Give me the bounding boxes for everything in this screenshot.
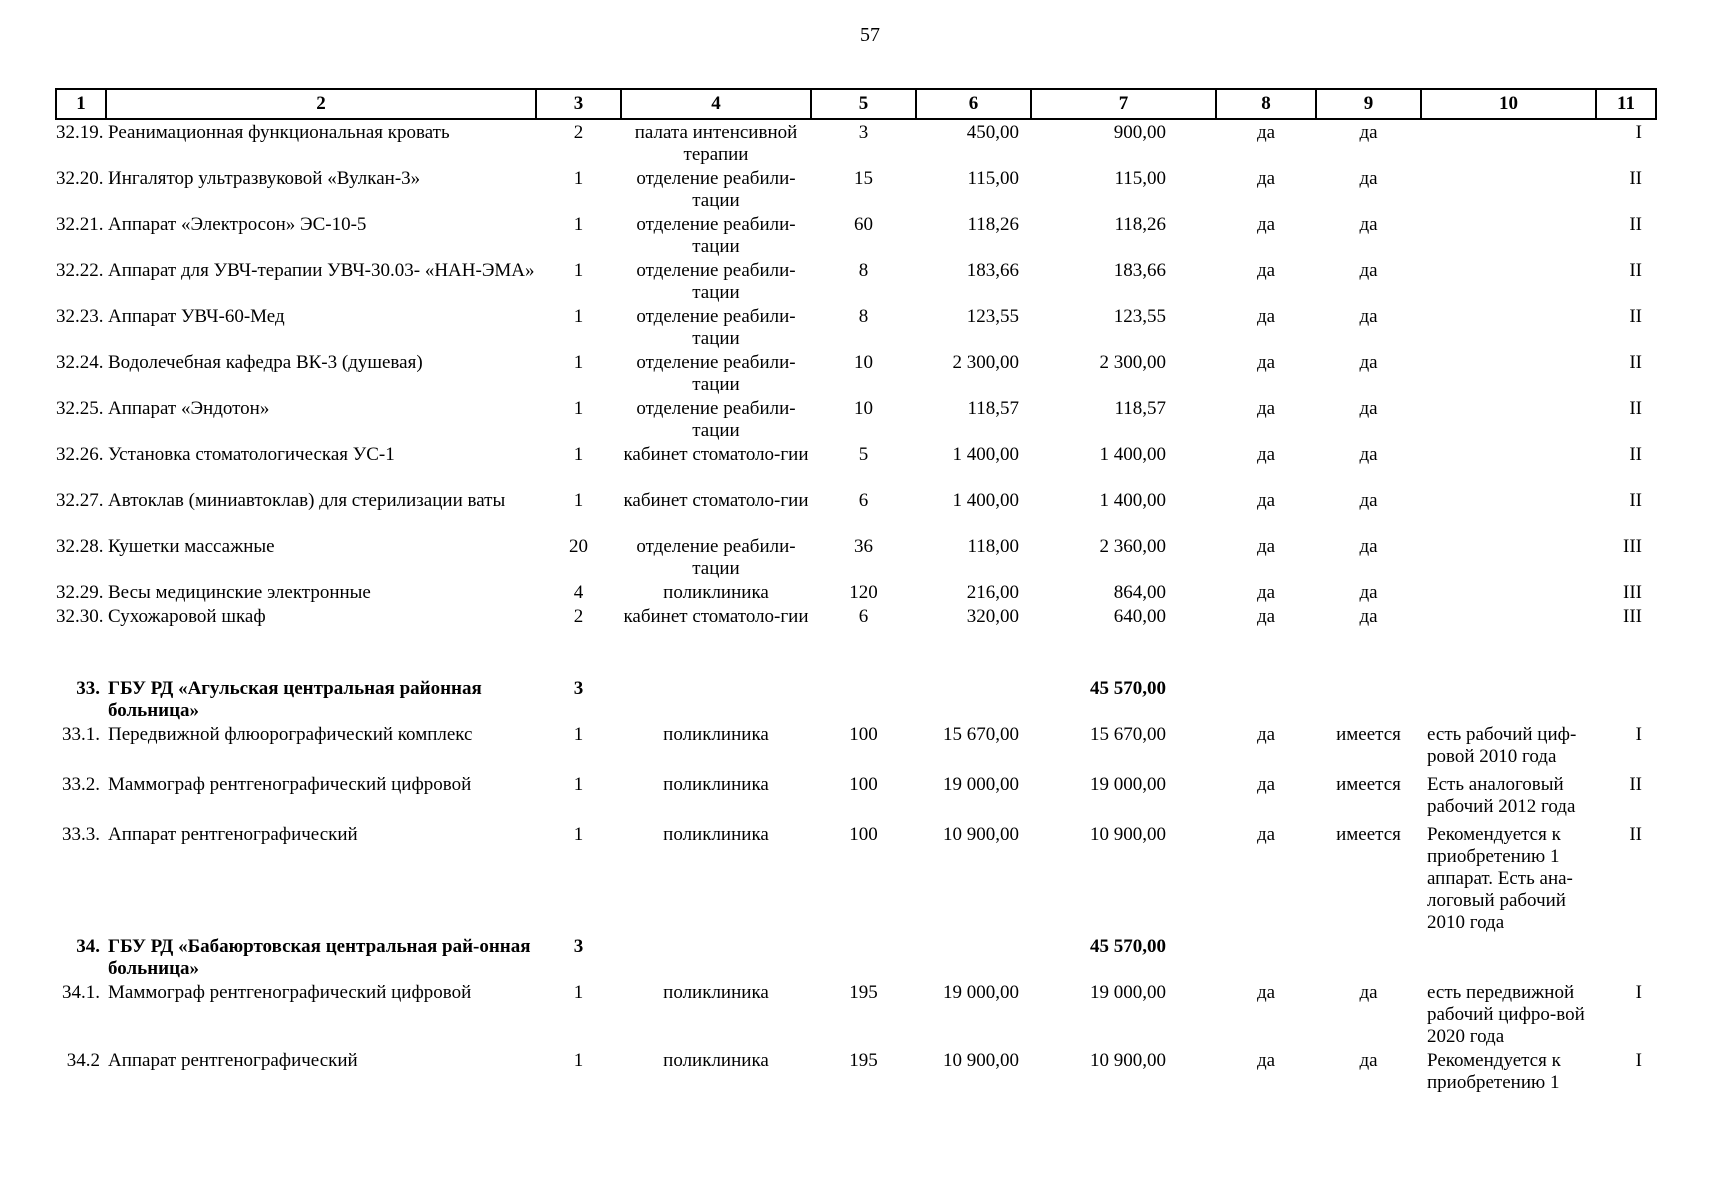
cell-name: Аппарат «Эндотон» — [108, 398, 270, 419]
cell-c9: да — [1359, 582, 1378, 603]
cell-c8: да — [1256, 444, 1276, 465]
cell-name: Аппарат для УВЧ-терапии УВЧ-30.03- «НАН-ЭМА» — [108, 260, 535, 281]
cell-name: Аппарат рентгенографический — [108, 824, 358, 845]
cell-c7: 1 400,00 — [1099, 444, 1166, 465]
cell-c11: II — [1629, 260, 1642, 281]
cell-c11: III — [1623, 582, 1642, 603]
table-row — [56, 396, 1656, 442]
cell-c9 — [1316, 934, 1421, 980]
table-row — [56, 980, 1656, 1048]
cell-c3: 3 — [573, 936, 584, 957]
cell-c5: 6 — [858, 490, 869, 511]
cell-c8: да — [1256, 122, 1276, 143]
cell-c5: 5 — [858, 444, 869, 465]
table-row — [56, 604, 1656, 650]
cell-c6: 183,66 — [966, 260, 1019, 281]
cell-c11: II — [1629, 352, 1642, 373]
cell-c7: 19 000,00 — [1090, 982, 1166, 1003]
cell-c3: 1 — [573, 982, 584, 1003]
header-cell: 11 — [1596, 89, 1656, 119]
cell-c4: поликлиника — [663, 774, 769, 795]
cell-c7: 2 300,00 — [1099, 352, 1166, 373]
cell-name: ГБУ РД «Агульская центральная районная больница» — [108, 678, 482, 721]
cell-c5: 8 — [858, 260, 869, 281]
cell-c11: II — [1629, 774, 1642, 795]
cell-c6 — [916, 934, 1031, 980]
cell-name: Установка стоматологическая УС-1 — [108, 444, 395, 465]
cell-c8: да — [1256, 606, 1276, 627]
table-row — [56, 166, 1656, 212]
cell-c9: да — [1359, 168, 1378, 189]
cell-c6: 2 300,00 — [952, 352, 1019, 373]
header-cell: 1 — [56, 89, 106, 119]
cell-num: 32.24. — [56, 352, 104, 373]
cell-name: Сухожаровой шкаф — [108, 606, 266, 627]
cell-num: 32.28. — [56, 536, 104, 557]
table-row — [56, 119, 1656, 166]
cell-c10 — [1421, 396, 1596, 442]
cell-c7: 2 360,00 — [1099, 536, 1166, 557]
cell-c10: есть рабочий циф-ровой 2010 года — [1427, 724, 1577, 767]
cell-c10: Рекомендуется к приобретению 1 — [1427, 1050, 1561, 1093]
cell-c10: Есть аналоговый рабочий 2012 года — [1427, 774, 1576, 817]
cell-num: 32.25. — [56, 398, 104, 419]
cell-c3: 1 — [573, 260, 584, 281]
section-row — [56, 934, 1656, 980]
cell-c10 — [1421, 119, 1596, 166]
cell-name: Кушетки массажные — [108, 536, 275, 557]
cell-c3: 1 — [573, 490, 584, 511]
cell-c4: отделение реабили-тации — [636, 168, 796, 211]
cell-c5 — [811, 934, 916, 980]
table-row — [56, 350, 1656, 396]
cell-c11: II — [1629, 168, 1642, 189]
cell-num: 33. — [76, 678, 100, 699]
table-row — [56, 488, 1656, 534]
cell-num: 32.30. — [56, 606, 104, 627]
cell-c5: 100 — [849, 824, 878, 845]
cell-c7: 900,00 — [1113, 122, 1166, 143]
cell-c3: 4 — [573, 582, 584, 603]
cell-c4: поликлиника — [663, 982, 769, 1003]
cell-c6: 118,26 — [967, 214, 1019, 235]
cell-c5: 6 — [858, 606, 869, 627]
cell-c3: 2 — [573, 606, 584, 627]
cell-c11 — [1596, 934, 1656, 980]
cell-c5: 195 — [849, 982, 878, 1003]
cell-c11: III — [1623, 606, 1642, 627]
cell-num: 32.22. — [56, 260, 104, 281]
section-row — [56, 676, 1656, 722]
cell-c4 — [621, 934, 811, 980]
cell-c7: 115,00 — [1114, 168, 1166, 189]
cell-c5: 8 — [858, 306, 869, 327]
equipment-table — [55, 88, 1657, 1094]
cell-c6: 320,00 — [966, 606, 1019, 627]
cell-c6: 10 900,00 — [943, 1050, 1019, 1071]
cell-c10 — [1421, 934, 1596, 980]
cell-name: Маммограф рентгенографический цифровой — [108, 774, 472, 795]
cell-c7: 123,55 — [1113, 306, 1166, 327]
cell-name: Маммограф рентгенографический цифровой — [108, 982, 472, 1003]
cell-c8: да — [1256, 260, 1276, 281]
cell-c6: 118,00 — [967, 536, 1019, 557]
cell-c8: да — [1256, 582, 1276, 603]
cell-c9: да — [1359, 490, 1378, 511]
cell-c10 — [1421, 580, 1596, 604]
table-row — [56, 1048, 1656, 1094]
table-row — [56, 212, 1656, 258]
cell-c4: поликлиника — [663, 824, 769, 845]
cell-c4: поликлиника — [663, 724, 769, 745]
cell-name: Аппарат рентгенографический — [108, 1050, 358, 1071]
cell-c7: 1 400,00 — [1099, 490, 1166, 511]
cell-c3: 1 — [573, 168, 584, 189]
cell-name: Водолечебная кафедра ВК-3 (душевая) — [108, 352, 423, 373]
cell-c11: II — [1629, 444, 1642, 465]
cell-name: Ингалятор ультразвуковой «Вулкан-3» — [108, 168, 421, 189]
cell-c11: II — [1629, 214, 1642, 235]
table-header-row — [56, 89, 1656, 119]
header-cell: 6 — [916, 89, 1031, 119]
cell-c3: 1 — [573, 824, 584, 845]
cell-c6: 216,00 — [966, 582, 1019, 603]
cell-c3: 1 — [573, 724, 584, 745]
header-cell: 10 — [1421, 89, 1596, 119]
cell-c5 — [811, 676, 916, 722]
cell-c8 — [1216, 676, 1316, 722]
cell-c4: кабинет стоматоло-гии — [623, 444, 809, 465]
table-row — [56, 534, 1656, 580]
cell-c10: есть передвижной рабочий цифро-вой 2020 года — [1427, 982, 1585, 1047]
cell-num: 33.3. — [62, 824, 100, 845]
cell-c11: III — [1623, 536, 1642, 557]
cell-c6: 1 400,00 — [952, 444, 1019, 465]
table-row — [56, 822, 1656, 934]
cell-c5: 36 — [854, 536, 873, 557]
cell-c9: да — [1359, 122, 1378, 143]
cell-num: 34. — [76, 936, 100, 957]
cell-c3: 1 — [573, 306, 584, 327]
cell-name: ГБУ РД «Бабаюртовская центральная рай-онная больница» — [108, 936, 531, 979]
cell-num: 32.29. — [56, 582, 104, 603]
cell-c4: кабинет стоматоло-гии — [623, 606, 809, 627]
cell-c4: отделение реабили-тации — [636, 352, 796, 395]
cell-c10 — [1421, 534, 1596, 580]
cell-name: Весы медицинские электронные — [108, 582, 371, 603]
cell-c4: отделение реабили-тации — [636, 306, 796, 349]
cell-c5: 100 — [849, 774, 878, 795]
cell-c9: имеется — [1336, 774, 1401, 795]
cell-c5: 195 — [849, 1050, 878, 1071]
cell-c7: 45 570,00 — [1090, 678, 1166, 699]
cell-num: 32.19. — [56, 122, 104, 143]
cell-c7: 640,00 — [1113, 606, 1166, 627]
cell-c9: да — [1359, 398, 1378, 419]
cell-name: Передвижной флюорографический комплекс — [108, 724, 473, 745]
header-cell: 9 — [1316, 89, 1421, 119]
cell-num: 32.27. — [56, 490, 104, 511]
cell-c3: 1 — [573, 1050, 584, 1071]
page-number: 57 — [860, 24, 880, 46]
cell-c11: I — [1635, 982, 1642, 1003]
cell-c10 — [1421, 166, 1596, 212]
cell-c7: 864,00 — [1113, 582, 1166, 603]
cell-c7: 118,57 — [1114, 398, 1166, 419]
table-row — [56, 772, 1656, 822]
cell-c9: да — [1359, 982, 1378, 1003]
cell-c10 — [1421, 350, 1596, 396]
cell-num: 32.21. — [56, 214, 104, 235]
cell-c7: 10 900,00 — [1090, 1050, 1166, 1071]
cell-c10 — [1421, 212, 1596, 258]
cell-c8: да — [1256, 352, 1276, 373]
header-cell: 2 — [106, 89, 536, 119]
cell-c8: да — [1256, 982, 1276, 1003]
cell-c4: отделение реабили-тации — [636, 398, 796, 441]
cell-c9: да — [1359, 260, 1378, 281]
cell-c8: да — [1256, 398, 1276, 419]
table-row — [56, 304, 1656, 350]
cell-c6: 123,55 — [966, 306, 1019, 327]
header-cell: 4 — [621, 89, 811, 119]
cell-c6: 19 000,00 — [943, 982, 1019, 1003]
cell-c11: II — [1629, 398, 1642, 419]
cell-c3: 2 — [573, 122, 584, 143]
cell-c10 — [1421, 604, 1596, 650]
cell-num: 32.20. — [56, 168, 104, 189]
cell-c4: кабинет стоматоло-гии — [623, 490, 809, 511]
cell-c4: поликлиника — [663, 1050, 769, 1071]
cell-c6: 118,57 — [967, 398, 1019, 419]
cell-c9: имеется — [1336, 824, 1401, 845]
cell-c8: да — [1256, 490, 1276, 511]
header-cell: 5 — [811, 89, 916, 119]
cell-c9: да — [1359, 1050, 1378, 1071]
spacer-cell — [56, 650, 1656, 676]
header-cell: 8 — [1216, 89, 1316, 119]
cell-c9: имеется — [1336, 724, 1401, 745]
cell-c7: 19 000,00 — [1090, 774, 1166, 795]
cell-c3: 1 — [573, 444, 584, 465]
table-row — [56, 722, 1656, 772]
cell-c4: отделение реабили-тации — [636, 536, 796, 579]
cell-c8: да — [1256, 168, 1276, 189]
cell-name: Реанимационная функциональная кровать — [108, 122, 450, 143]
cell-c3: 1 — [573, 214, 584, 235]
cell-c3: 1 — [573, 352, 584, 373]
cell-c10 — [1421, 442, 1596, 488]
cell-c8: да — [1256, 774, 1276, 795]
cell-num: 34.1. — [62, 982, 100, 1003]
header-cell: 7 — [1031, 89, 1216, 119]
cell-num: 33.2. — [62, 774, 100, 795]
cell-c4: поликлиника — [663, 582, 769, 603]
cell-c7: 15 670,00 — [1090, 724, 1166, 745]
cell-c6: 115,00 — [967, 168, 1019, 189]
cell-c6: 1 400,00 — [952, 490, 1019, 511]
cell-c4: палата интенсивной терапии — [634, 122, 798, 165]
cell-c4: отделение реабили-тации — [636, 260, 796, 303]
cell-c7: 45 570,00 — [1090, 936, 1166, 957]
header-cell: 3 — [536, 89, 621, 119]
cell-c3: 1 — [573, 398, 584, 419]
cell-c6: 19 000,00 — [943, 774, 1019, 795]
cell-c10: Рекомендуется к приобретению 1 аппарат. Есть ана-логовый рабочий 2010 года — [1427, 824, 1573, 933]
cell-c8: да — [1256, 536, 1276, 557]
cell-c11: I — [1635, 724, 1642, 745]
cell-name: Аппарат «Электросон» ЭС-10-5 — [108, 214, 367, 235]
cell-num: 33.1. — [62, 724, 100, 745]
cell-c6: 15 670,00 — [943, 724, 1019, 745]
cell-c9: да — [1359, 214, 1378, 235]
cell-c3: 3 — [573, 678, 584, 699]
cell-c4: отделение реабили-тации — [636, 214, 796, 257]
cell-c6 — [916, 676, 1031, 722]
cell-c11: I — [1635, 122, 1642, 143]
cell-c10 — [1421, 258, 1596, 304]
cell-c9: да — [1359, 606, 1378, 627]
cell-c11: II — [1629, 306, 1642, 327]
cell-c3: 20 — [569, 536, 588, 557]
table-row — [56, 442, 1656, 488]
table-row — [56, 258, 1656, 304]
cell-c9: да — [1359, 444, 1378, 465]
cell-c8 — [1216, 934, 1316, 980]
cell-c7: 10 900,00 — [1090, 824, 1166, 845]
cell-c5: 120 — [849, 582, 878, 603]
cell-c9: да — [1359, 306, 1378, 327]
cell-c10 — [1421, 676, 1596, 722]
cell-c5: 10 — [854, 352, 873, 373]
cell-c8: да — [1256, 214, 1276, 235]
cell-c5: 100 — [849, 724, 878, 745]
cell-num: 32.23. — [56, 306, 104, 327]
cell-c5: 60 — [854, 214, 873, 235]
cell-c10 — [1421, 304, 1596, 350]
spacer-row — [56, 650, 1656, 676]
cell-num: 34.2 — [66, 1050, 100, 1071]
cell-c7: 118,26 — [1114, 214, 1166, 235]
cell-c8: да — [1256, 724, 1276, 745]
cell-c6: 450,00 — [966, 122, 1019, 143]
cell-c11: II — [1629, 824, 1642, 845]
cell-c5: 10 — [854, 398, 873, 419]
cell-c10 — [1421, 488, 1596, 534]
cell-c7: 183,66 — [1113, 260, 1166, 281]
cell-c3: 1 — [573, 774, 584, 795]
table-row — [56, 580, 1656, 604]
cell-c11: I — [1635, 1050, 1642, 1071]
cell-c8: да — [1256, 824, 1276, 845]
cell-c9 — [1316, 676, 1421, 722]
cell-c5: 15 — [854, 168, 873, 189]
cell-c9: да — [1359, 536, 1378, 557]
table-body — [56, 89, 1656, 1094]
cell-name: Аппарат УВЧ-60-Мед — [108, 306, 285, 327]
cell-c11 — [1596, 676, 1656, 722]
cell-c8: да — [1256, 306, 1276, 327]
cell-c4 — [621, 676, 811, 722]
cell-c8: да — [1256, 1050, 1276, 1071]
cell-c9: да — [1359, 352, 1378, 373]
cell-c5: 3 — [858, 122, 869, 143]
cell-name: Автоклав (миниавтоклав) для стерилизации ваты — [108, 490, 506, 511]
cell-c11: II — [1629, 490, 1642, 511]
cell-c6: 10 900,00 — [943, 824, 1019, 845]
cell-num: 32.26. — [56, 444, 104, 465]
